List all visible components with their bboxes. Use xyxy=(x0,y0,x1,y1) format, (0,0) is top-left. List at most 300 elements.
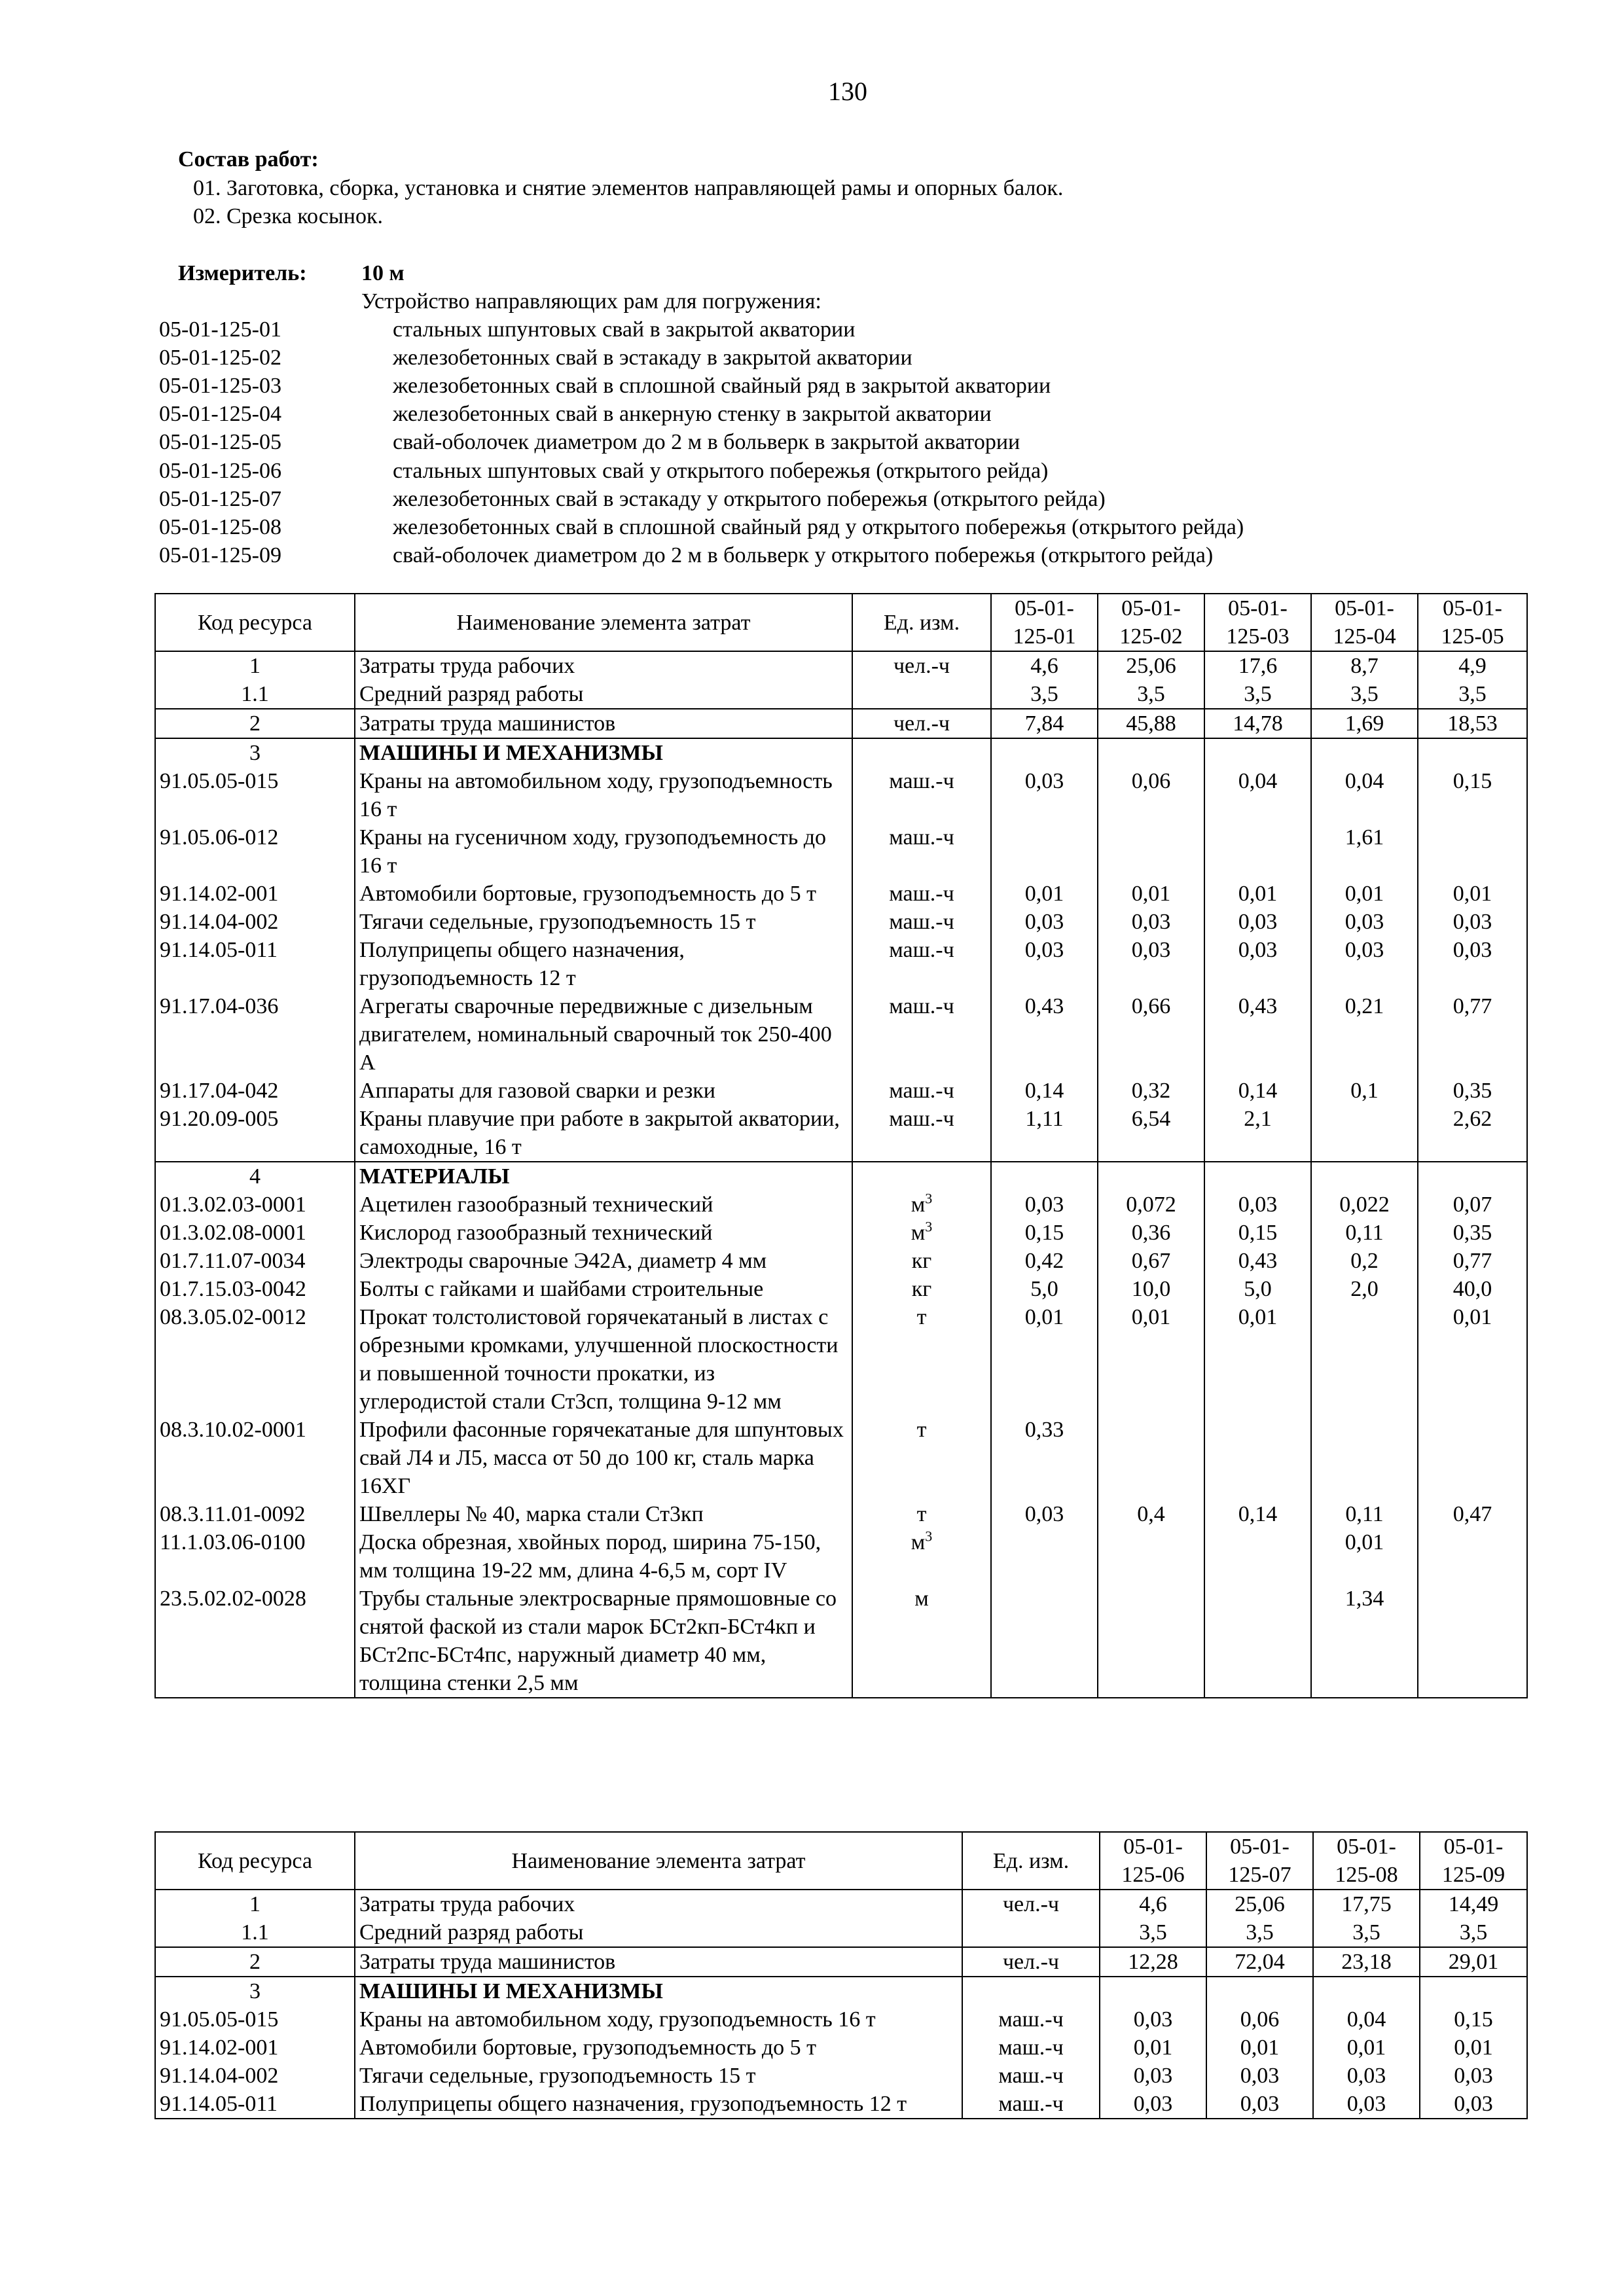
cell-name: МАТЕРИАЛЫ xyxy=(355,1162,852,1191)
table-group xyxy=(155,1890,1527,1947)
table-row xyxy=(155,1077,1527,1105)
cell-value: 4,6 xyxy=(1100,1890,1206,1918)
cell-value: 0,04 xyxy=(1311,767,1418,823)
cell-value: 0,14 xyxy=(1204,1077,1311,1105)
cell-value: 0,06 xyxy=(1098,767,1204,823)
measure-value: 10 м xyxy=(361,261,405,285)
header-column: 05-01- 125-01 xyxy=(991,594,1098,651)
cell-value xyxy=(1418,738,1527,767)
table-row xyxy=(155,1528,1527,1585)
measure-code: 05-01-125-02 xyxy=(159,346,281,370)
cell-unit: $м^3$ xyxy=(852,1191,991,1219)
cell-unit: маш.-ч xyxy=(852,1105,991,1162)
cell-name: Краны плавучие при работе в закрытой акватории, самоходные, 16 т xyxy=(355,1105,852,1162)
cell-name: Полуприцепы общего назначения, грузоподъемность 12 т xyxy=(355,2090,962,2119)
table-row xyxy=(155,936,1527,992)
cell-value: 0,03 xyxy=(1098,936,1204,992)
cell-value xyxy=(991,1585,1098,1698)
cell-value: 0,43 xyxy=(1204,992,1311,1077)
cell-name: Швеллеры № 40, марка стали Ст3кп xyxy=(355,1500,852,1528)
cell-value: 25,06 xyxy=(1098,651,1204,680)
cell-value: 6,54 xyxy=(1098,1105,1204,1162)
cell-value: 12,28 xyxy=(1100,1947,1206,1977)
cell-value: 4,9 xyxy=(1418,651,1527,680)
cell-value: 0,03 xyxy=(1418,908,1527,936)
page-number: 130 xyxy=(828,77,867,106)
cell-value: 0,15 xyxy=(1420,2005,1527,2034)
cell-value: 0,03 xyxy=(1311,908,1418,936)
cell-code: 3 xyxy=(155,738,355,767)
cell-unit: маш.-ч xyxy=(852,767,991,823)
measure-desc: железобетонных свай в сплошной свайный ряд в закрытой акватории xyxy=(393,374,1051,399)
cell-value: 0,03 xyxy=(1204,908,1311,936)
cell-value: 0,01 xyxy=(1100,2034,1206,2062)
cell-value: 3,5 xyxy=(1418,680,1527,709)
cell-value: 0,15 xyxy=(991,1219,1098,1247)
cell-value: 1,69 xyxy=(1311,709,1418,738)
cell-value: 3,5 xyxy=(1420,1918,1527,1947)
table-row xyxy=(155,1416,1527,1500)
cell-value: 0,01 xyxy=(1098,1303,1204,1416)
cell-value: 0,36 xyxy=(1098,1219,1204,1247)
cell-value: 0,21 xyxy=(1311,992,1418,1077)
cell-name: Трубы стальные электросварные прямошовные со снятой фаской из стали марок БСт2кп-БСт4кп и БСт2пс-БСт4пс, наружный диаметр 40 мм, толщина стенки 2,5 мм xyxy=(355,1585,852,1698)
cell-value: 5,0 xyxy=(1204,1275,1311,1303)
cell-name: Затраты труда рабочих xyxy=(355,1890,962,1918)
cell-value: 1,61 xyxy=(1311,823,1418,880)
cell-value: 0,03 xyxy=(1204,936,1311,992)
table-row xyxy=(155,1585,1527,1698)
table-row xyxy=(155,823,1527,880)
cell-value: 0,66 xyxy=(1098,992,1204,1077)
cell-name: Краны на автомобильном ходу, грузоподъемность 16 т xyxy=(355,2005,962,2034)
cell-unit xyxy=(962,1977,1100,2005)
cell-name: Агрегаты сварочные передвижные с дизельным двигателем, номинальный сварочный ток 250-400 А xyxy=(355,992,852,1077)
cell-name: Краны на гусеничном ходу, грузоподъемность до 16 т xyxy=(355,823,852,880)
table-row xyxy=(155,2090,1527,2119)
cell-unit xyxy=(852,1162,991,1191)
cell-name: Электроды сварочные Э42А, диаметр 4 мм xyxy=(355,1247,852,1275)
cell-value: 0,1 xyxy=(1311,1077,1418,1105)
cell-value xyxy=(1098,1162,1204,1191)
cell-unit: м xyxy=(852,1585,991,1698)
cell-code: 91.14.02-001 xyxy=(155,880,355,908)
work-item: 01. Заготовка, сборка, установка и снятие элементов направляющей рамы и опорных балок. xyxy=(193,176,1064,200)
cell-value: 0,14 xyxy=(1204,1500,1311,1528)
cell-value: 0,03 xyxy=(1418,936,1527,992)
table-row xyxy=(155,738,1527,767)
table-row xyxy=(155,1303,1527,1416)
header-code: Код ресурса xyxy=(155,594,355,651)
cell-value: 3,5 xyxy=(1313,1918,1420,1947)
cell-code: 91.14.05-011 xyxy=(155,936,355,992)
cell-code: 91.14.02-001 xyxy=(155,2034,355,2062)
table-row xyxy=(155,680,1527,709)
table-row xyxy=(155,2005,1527,2034)
table-group xyxy=(155,1162,1527,1698)
cell-value xyxy=(1311,1162,1418,1191)
header-column: 05-01- 125-05 xyxy=(1418,594,1527,651)
cell-value xyxy=(1418,823,1527,880)
work-title: Состав работ: xyxy=(178,147,319,171)
table-row xyxy=(155,1500,1527,1528)
cell-value: 0,01 xyxy=(1418,1303,1527,1416)
cell-value xyxy=(1420,1977,1527,2005)
cell-unit: кг xyxy=(852,1247,991,1275)
cell-value: 0,43 xyxy=(1204,1247,1311,1275)
measure-label: Измеритель: xyxy=(178,261,307,285)
header-unit: Ед. изм. xyxy=(962,1832,1100,1890)
table-group xyxy=(155,1977,1527,2119)
header-code: Код ресурса xyxy=(155,1832,355,1890)
cell-code: 01.3.02.03-0001 xyxy=(155,1191,355,1219)
cell-code: 01.7.15.03-0042 xyxy=(155,1275,355,1303)
cell-value: 3,5 xyxy=(991,680,1098,709)
cell-unit: маш.-ч xyxy=(962,2005,1100,2034)
cell-value xyxy=(991,1528,1098,1585)
cell-value: 1,34 xyxy=(1311,1585,1418,1698)
table-row xyxy=(155,651,1527,680)
cell-name: Затраты труда машинистов xyxy=(355,1947,962,1977)
measure-desc: железобетонных свай в анкерную стенку в закрытой акватории xyxy=(393,402,992,427)
cell-name: Тягачи седельные, грузоподъемность 15 т xyxy=(355,908,852,936)
cell-value: 0,01 xyxy=(1204,1303,1311,1416)
cell-code: 01.3.02.08-0001 xyxy=(155,1219,355,1247)
cell-value xyxy=(1311,1416,1418,1500)
cell-value xyxy=(991,738,1098,767)
cell-name: Автомобили бортовые, грузоподъемность до 5 т xyxy=(355,880,852,908)
cell-unit: маш.-ч xyxy=(852,908,991,936)
cell-value xyxy=(991,1162,1098,1191)
cell-value xyxy=(1418,1162,1527,1191)
cell-unit: маш.-ч xyxy=(852,992,991,1077)
cell-value: 0,11 xyxy=(1311,1219,1418,1247)
measure-code: 05-01-125-03 xyxy=(159,374,281,399)
cell-value: 1,11 xyxy=(991,1105,1098,1162)
cell-code: 1 xyxy=(155,1890,355,1918)
cell-value: 17,6 xyxy=(1204,651,1311,680)
cell-name: Затраты труда машинистов xyxy=(355,709,852,738)
measure-code: 05-01-125-06 xyxy=(159,458,281,483)
cell-value: 0,03 xyxy=(1311,936,1418,992)
header-column: 05-01- 125-04 xyxy=(1311,594,1418,651)
table-row xyxy=(155,767,1527,823)
cell-code: 91.05.05-015 xyxy=(155,2005,355,2034)
cell-value: 0,03 xyxy=(1313,2090,1420,2119)
table-row xyxy=(155,1918,1527,1947)
cell-value: 0,03 xyxy=(991,1500,1098,1528)
cell-value: 0,33 xyxy=(991,1416,1098,1500)
table-row xyxy=(155,1890,1527,1918)
measure-code: 05-01-125-05 xyxy=(159,430,281,455)
cell-name: Тягачи седельные, грузоподъемность 15 т xyxy=(355,2062,962,2090)
header-unit: Ед. изм. xyxy=(852,594,991,651)
cell-value: 0,01 xyxy=(1418,880,1527,908)
cell-value xyxy=(991,823,1098,880)
cell-name: Прокат толстолистовой горячекатаный в листах с обрезными кромками, улучшенной плоскостности и повышенной точности прокатки, из углеродистой стали Ст3сп, толщина 9-12 мм xyxy=(355,1303,852,1416)
cell-name: Краны на автомобильном ходу, грузоподъемность 16 т xyxy=(355,767,852,823)
table-row xyxy=(155,1219,1527,1247)
cell-value: 0,01 xyxy=(1311,880,1418,908)
measure-intro: Устройство направляющих рам для погружения: xyxy=(361,289,821,314)
cell-name: Профили фасонные горячекатаные для шпунтовых свай Л4 и Л5, масса от 50 до 100 кг, сталь марка 16ХГ xyxy=(355,1416,852,1500)
measure-desc: железобетонных свай в сплошной свайный ряд у открытого побережья (открытого рейда) xyxy=(393,514,1244,539)
cell-value: 3,5 xyxy=(1311,680,1418,709)
cell-value: 0,11 xyxy=(1311,1500,1418,1528)
cell-value: 0,01 xyxy=(1420,2034,1527,2062)
cell-value: 29,01 xyxy=(1420,1947,1527,1977)
cell-value: 0,01 xyxy=(991,1303,1098,1416)
cell-code: 2 xyxy=(155,709,355,738)
table-row xyxy=(155,1947,1527,1977)
cell-unit xyxy=(962,1918,1100,1947)
cell-value: 0,01 xyxy=(1313,2034,1420,2062)
cell-value: 0,01 xyxy=(991,880,1098,908)
table-row xyxy=(155,1247,1527,1275)
table-row xyxy=(155,709,1527,738)
header-column: 05-01- 125-09 xyxy=(1420,1832,1527,1890)
cell-name: Ацетилен газообразный технический xyxy=(355,1191,852,1219)
cell-unit: маш.-ч xyxy=(852,936,991,992)
measure-desc: свай-оболочек диаметром до 2 м в больверк в закрытой акватории xyxy=(393,430,1020,455)
measure-code: 05-01-125-08 xyxy=(159,514,281,539)
cell-name: Полуприцепы общего назначения, грузоподъемность 12 т xyxy=(355,936,852,992)
table-group xyxy=(155,738,1527,1162)
cell-code: 91.14.04-002 xyxy=(155,908,355,936)
cell-code: 91.17.04-036 xyxy=(155,992,355,1077)
cell-value: 17,75 xyxy=(1313,1890,1420,1918)
cell-value: 0,03 xyxy=(1313,2062,1420,2090)
cell-unit: т xyxy=(852,1416,991,1500)
cell-value xyxy=(1204,738,1311,767)
cell-value xyxy=(1418,1416,1527,1500)
cell-unit: т xyxy=(852,1500,991,1528)
cell-value: 5,0 xyxy=(991,1275,1098,1303)
cell-value: 0,42 xyxy=(991,1247,1098,1275)
cell-value: 0,03 xyxy=(991,1191,1098,1219)
cell-unit xyxy=(852,738,991,767)
cell-value: 0,2 xyxy=(1311,1247,1418,1275)
table-row xyxy=(155,992,1527,1077)
cell-value: 72,04 xyxy=(1206,1947,1313,1977)
cell-value xyxy=(1206,1977,1313,2005)
cell-value: 0,14 xyxy=(991,1077,1098,1105)
cell-value: 2,1 xyxy=(1204,1105,1311,1162)
header-column: 05-01- 125-08 xyxy=(1313,1832,1420,1890)
header-column: 05-01- 125-02 xyxy=(1098,594,1204,651)
cell-value: 0,022 xyxy=(1311,1191,1418,1219)
cell-value: 2,62 xyxy=(1418,1105,1527,1162)
cell-value: 23,18 xyxy=(1313,1947,1420,1977)
cell-value: 0,03 xyxy=(1100,2062,1206,2090)
cell-value: 0,67 xyxy=(1098,1247,1204,1275)
cell-value: 0,03 xyxy=(1206,2090,1313,2119)
header-column: 05-01- 125-06 xyxy=(1100,1832,1206,1890)
cell-value: 3,5 xyxy=(1098,680,1204,709)
cell-value: 0,01 xyxy=(1204,880,1311,908)
cell-value: 0,15 xyxy=(1204,1219,1311,1247)
cell-unit: маш.-ч xyxy=(852,880,991,908)
cell-name: Аппараты для газовой сварки и резки xyxy=(355,1077,852,1105)
measure-code: 05-01-125-07 xyxy=(159,486,281,511)
table-header-row xyxy=(155,1832,1527,1890)
cell-value: 0,35 xyxy=(1418,1219,1527,1247)
cell-value xyxy=(1311,1105,1418,1162)
cell-unit: чел.-ч xyxy=(852,709,991,738)
cell-value: 2,0 xyxy=(1311,1275,1418,1303)
cell-value: 45,88 xyxy=(1098,709,1204,738)
cell-value: 40,0 xyxy=(1418,1275,1527,1303)
cell-code: 1 xyxy=(155,651,355,680)
cell-value: 0,15 xyxy=(1418,767,1527,823)
cell-name: Средний разряд работы xyxy=(355,680,852,709)
cell-value xyxy=(1204,1162,1311,1191)
table-row xyxy=(155,2062,1527,2090)
cell-unit: кг xyxy=(852,1275,991,1303)
header-column: 05-01- 125-07 xyxy=(1206,1832,1313,1890)
cell-value: 0,03 xyxy=(1100,2005,1206,2034)
measure-desc: стальных шпунтовых свай у открытого побережья (открытого рейда) xyxy=(393,458,1049,483)
cell-code: 91.05.05-015 xyxy=(155,767,355,823)
table-row xyxy=(155,1977,1527,2005)
cell-value: 0,77 xyxy=(1418,1247,1527,1275)
cell-value: 3,5 xyxy=(1100,1918,1206,1947)
cell-name: Кислород газообразный технический xyxy=(355,1219,852,1247)
cell-code: 91.17.04-042 xyxy=(155,1077,355,1105)
cell-value xyxy=(1204,1585,1311,1698)
table-row xyxy=(155,1105,1527,1162)
measure-desc: железобетонных свай в эстакаду в закрытой акватории xyxy=(393,346,912,370)
table-header-row xyxy=(155,594,1527,651)
cell-name: МАШИНЫ И МЕХАНИЗМЫ xyxy=(355,738,852,767)
cell-value xyxy=(1204,1416,1311,1500)
cell-value xyxy=(1313,1977,1420,2005)
resource-table-1 xyxy=(154,593,1528,1698)
cell-value: 0,47 xyxy=(1418,1500,1527,1528)
cell-value: 0,01 xyxy=(1098,880,1204,908)
cell-name: Болты с гайками и шайбами строительные xyxy=(355,1275,852,1303)
cell-value: 0,03 xyxy=(991,936,1098,992)
measure-code: 05-01-125-04 xyxy=(159,402,281,427)
cell-value: 3,5 xyxy=(1206,1918,1313,1947)
table-row xyxy=(155,1275,1527,1303)
cell-value xyxy=(1418,1528,1527,1585)
work-item: 02. Срезка косынок. xyxy=(193,204,383,228)
cell-unit: чел.-ч xyxy=(962,1947,1100,1977)
cell-value: 0,03 xyxy=(1098,908,1204,936)
cell-unit: маш.-ч xyxy=(852,823,991,880)
cell-name: Затраты труда рабочих xyxy=(355,651,852,680)
cell-code: 11.1.03.06-0100 xyxy=(155,1528,355,1585)
cell-unit: маш.-ч xyxy=(962,2090,1100,2119)
cell-code: 23.5.02.02-0028 xyxy=(155,1585,355,1698)
cell-value: 0,04 xyxy=(1204,767,1311,823)
cell-value: 8,7 xyxy=(1311,651,1418,680)
cell-unit: маш.-ч xyxy=(852,1077,991,1105)
cell-value: 0,07 xyxy=(1418,1191,1527,1219)
cell-value: 0,03 xyxy=(991,767,1098,823)
cell-value xyxy=(1204,823,1311,880)
measure-desc: стальных шпунтовых свай в закрытой акватории xyxy=(393,317,856,342)
cell-value: 0,06 xyxy=(1206,2005,1313,2034)
cell-unit: чел.-ч xyxy=(962,1890,1100,1918)
cell-name: Средний разряд работы xyxy=(355,1918,962,1947)
cell-code: 01.7.11.07-0034 xyxy=(155,1247,355,1275)
cell-unit: маш.-ч xyxy=(962,2062,1100,2090)
table-row xyxy=(155,1162,1527,1191)
cell-code: 91.14.04-002 xyxy=(155,2062,355,2090)
resource-table-2 xyxy=(154,1831,1528,2119)
cell-name: Доска обрезная, хвойных пород, ширина 75-150, мм толщина 19-22 мм, длина 4-6,5 м, сорт IV xyxy=(355,1528,852,1585)
cell-value xyxy=(1098,823,1204,880)
cell-code: 4 xyxy=(155,1162,355,1191)
measure-desc: железобетонных свай в эстакаду у открытого побережья (открытого рейда) xyxy=(393,486,1106,511)
cell-code: 2 xyxy=(155,1947,355,1977)
cell-unit xyxy=(852,680,991,709)
table-row xyxy=(155,2034,1527,2062)
cell-value xyxy=(1204,1528,1311,1585)
header-column: 05-01- 125-03 xyxy=(1204,594,1311,651)
cell-value: 0,03 xyxy=(1100,2090,1206,2119)
table-row xyxy=(155,880,1527,908)
table-group xyxy=(155,651,1527,709)
cell-value xyxy=(1418,1585,1527,1698)
cell-value: 3,5 xyxy=(1204,680,1311,709)
cell-code: 08.3.05.02-0012 xyxy=(155,1303,355,1416)
cell-value xyxy=(1311,1303,1418,1416)
cell-unit: $м^3$ xyxy=(852,1528,991,1585)
cell-unit: маш.-ч xyxy=(962,2034,1100,2062)
cell-unit: чел.-ч xyxy=(852,651,991,680)
cell-value: 0,03 xyxy=(1420,2090,1527,2119)
cell-code: 1.1 xyxy=(155,680,355,709)
cell-value: 14,78 xyxy=(1204,709,1311,738)
measure-desc: свай-оболочек диаметром до 2 м в больверк у открытого побережья (открытого рейда) xyxy=(393,543,1214,567)
cell-value: 0,32 xyxy=(1098,1077,1204,1105)
cell-value: 18,53 xyxy=(1418,709,1527,738)
cell-code: 3 xyxy=(155,1977,355,2005)
cell-unit: т xyxy=(852,1303,991,1416)
header-name: Наименование элемента затрат xyxy=(355,594,852,651)
cell-value: 0,4 xyxy=(1098,1500,1204,1528)
table-row xyxy=(155,908,1527,936)
cell-value: 0,03 xyxy=(1420,2062,1527,2090)
cell-value: 10,0 xyxy=(1098,1275,1204,1303)
table-row xyxy=(155,1191,1527,1219)
cell-value: 0,04 xyxy=(1313,2005,1420,2034)
cell-value: 14,49 xyxy=(1420,1890,1527,1918)
cell-code: 08.3.11.01-0092 xyxy=(155,1500,355,1528)
cell-code: 91.20.09-005 xyxy=(155,1105,355,1162)
cell-value: 0,35 xyxy=(1418,1077,1527,1105)
cell-code: 08.3.10.02-0001 xyxy=(155,1416,355,1500)
cell-unit: $м^3$ xyxy=(852,1219,991,1247)
cell-value: 0,03 xyxy=(1204,1191,1311,1219)
cell-value xyxy=(1311,738,1418,767)
cell-value xyxy=(1098,1528,1204,1585)
cell-value xyxy=(1100,1977,1206,2005)
cell-value: 7,84 xyxy=(991,709,1098,738)
header-name: Наименование элемента затрат xyxy=(355,1832,962,1890)
cell-value: 25,06 xyxy=(1206,1890,1313,1918)
table-group xyxy=(155,1947,1527,1977)
cell-value: 0,01 xyxy=(1206,2034,1313,2062)
cell-name: МАШИНЫ И МЕХАНИЗМЫ xyxy=(355,1977,962,2005)
measure-code: 05-01-125-09 xyxy=(159,543,281,567)
cell-value: 0,03 xyxy=(1206,2062,1313,2090)
cell-code: 91.14.05-011 xyxy=(155,2090,355,2119)
cell-value: 4,6 xyxy=(991,651,1098,680)
